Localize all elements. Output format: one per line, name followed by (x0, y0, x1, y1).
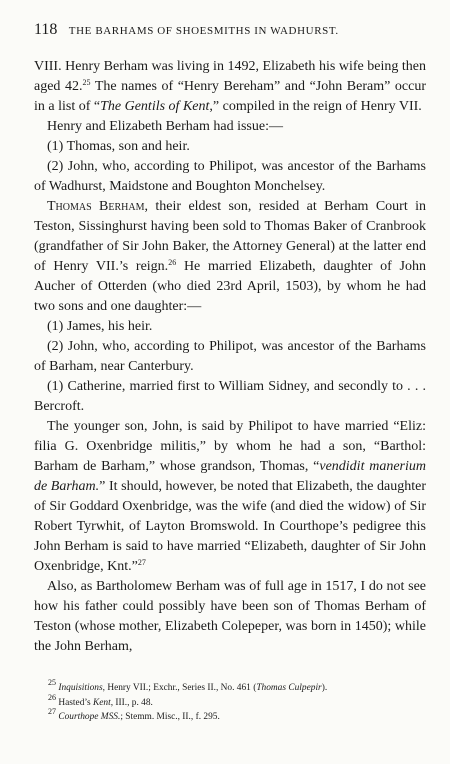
paragraph-1: VIII. Henry Berham was living in 1492, Elizabeth his wife being then aged 42.25 The names of “Henry Bereham” and “John Beram” occur in a list of “The Gentils of Kent,” compiled in the reign of Henry VII. (34, 59, 426, 114)
running-header (34, 21, 424, 39)
footnote-ref-25: 25 (82, 78, 91, 87)
paragraph-3: (1) Thomas, son and heir. (47, 139, 190, 154)
footnote-ref-26: 26 (168, 258, 177, 267)
paragraph-5: Thomas Berham, their eldest son, resided at Berham Court in Teston, Sissinghurst having been sold to Thomas Baker of Cranbrook (grandfather of Sir John Baker, the Attorney General) at the latter end of Henry VII.’s reign.$^{26}$ He married Elizabeth, daughter of John Aucher of Otterden (who died 23rd April, 1503), by whom he had two sons and one daughter:— (34, 199, 426, 314)
paragraph-2: Henry and Elizabeth Berham had issue:— (47, 119, 283, 134)
footnote-27: $^{27}$ Courthope MSS.; Stemm. Misc., II., f. 295. (48, 707, 220, 722)
paragraph-7: (2) John, who, according to Philipot, was ancestor of the Barhams of Barham, near Canterbury. (34, 339, 426, 374)
footnote-25: $^{25}$ Inquisitions, Henry VII.; Exchr., Series II., No. 461 (Thomas Culpepir). (48, 678, 328, 693)
page-number: 118 (34, 21, 58, 38)
paragraph-6: (1) James, his heir. (47, 319, 153, 334)
paragraph-9: The younger son, John, is said by Philipot to have married “Eliz: filia G. Oxenbridge militis,” by whom he had a son, “Barthol: Barham de Barham,” whose grandson, Thomas, “vendidit manerium de Barham.” It should, however, be noted that Elizabeth, the daughter of Sir Goddard Oxenbridge, was the wife (and died the widow) of Sir Robert Tyrwhit, of Layton Bromswold. In Courthope’s pedigree this John Berham is said to have married “Elizabeth, daughter of Sir John Oxenbridge, Knt.”$^{27}$ (34, 419, 427, 574)
footnote-26: $^{26}$ Hasted’s Kent, III., p. 48. (48, 692, 153, 708)
paragraph-10: Also, as Bartholomew Berham was of full age in 1517, I do not see how his father could possibly have been son of Thomas Berham of Teston (whose mother, Elizabeth Colepeper, was born in 1450); while the John Berham, (34, 579, 426, 654)
paragraph-4: (2) John, who, according to Philipot, was ancestor of the Barhams of Wadhurst, Maidstone and Boughton Monchelsey. (34, 159, 426, 194)
body-text (34, 57, 426, 657)
running-title: THE BARHAMS OF SHOESMITHS IN WADHURST. (68, 25, 339, 37)
footnote-ref-27: 27 (137, 558, 146, 567)
footnotes (48, 678, 428, 725)
paragraph-8: (1) Catherine, married first to William Sidney, and secondly to . . . Bercroft. (34, 379, 426, 414)
